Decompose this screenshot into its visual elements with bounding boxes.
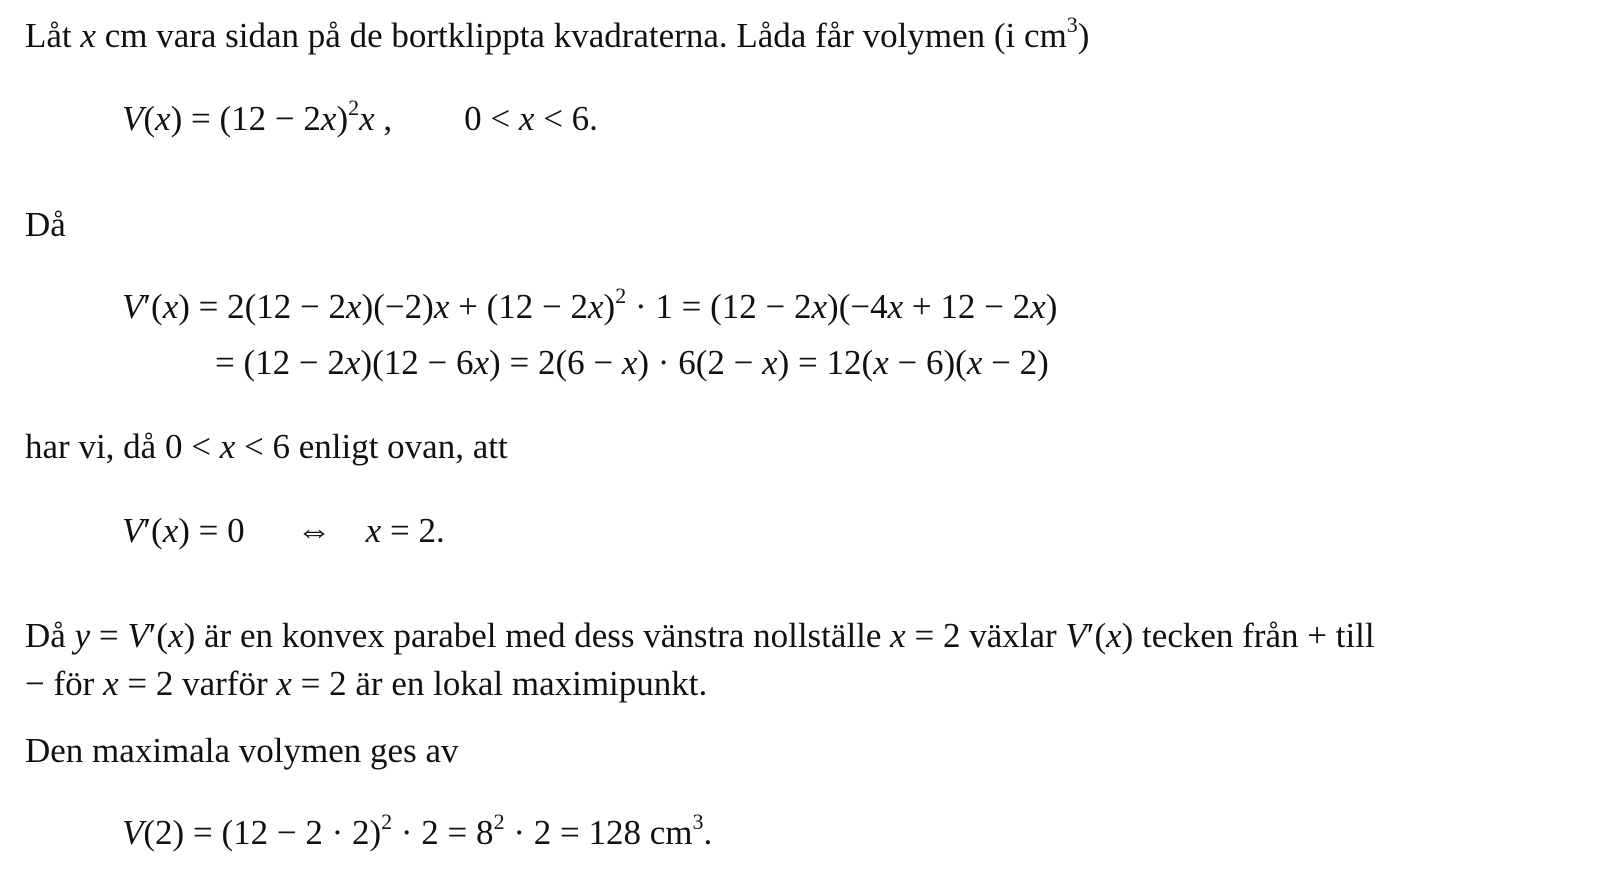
sign-change-paragraph-cont: − för x = 2 varför x = 2 är en lokal maximipunkt. <box>25 664 708 703</box>
volume-equation: $V(x) = (12 - 2x)^2x$ , 0 < x < 6. <box>122 95 598 138</box>
intro-paragraph: Låt x cm vara sidan på de bortklippta kvadraterna. Låda får volymen (i $cm^3$) <box>25 12 1090 55</box>
then-label: Då <box>25 205 66 244</box>
var-x: x <box>80 16 96 55</box>
derivative-line-2: = (12 − 2x)(12 − 6x) = 2(6 − x) · 6(2 − x) = 12(x − 6)(x − 2) <box>215 343 1049 382</box>
max-volume-equation: $V(2) = (12 - 2 \cdot 2)^2 \cdot 2 = 8^2 \cdot 2 = 128$ $cm^3$. <box>122 809 713 852</box>
critical-point-equation: V′(x) = 0 ⇔ x = 2. <box>122 511 445 550</box>
derivative-line-1: $V'(x) = 2(12 - 2x)(-2)x + (12 - 2x)^2 \cdot 1 = (12 - 2x)(-4x + 12 - 2x)$ <box>122 283 1058 326</box>
max-volume-intro: Den maximala volymen ges av <box>25 731 459 770</box>
sign-change-paragraph: Då y = V′(x) är en konvex parabel med dess vänstra nollställe x = 2 växlar V′(x) tecken från + till <box>25 616 1375 655</box>
condition-paragraph: har vi, då 0 < x < 6 enligt ovan, att <box>25 427 508 466</box>
equivalence-symbol: ⇔ <box>296 511 332 550</box>
domain-condition: 0 < x < 6. <box>464 99 598 138</box>
